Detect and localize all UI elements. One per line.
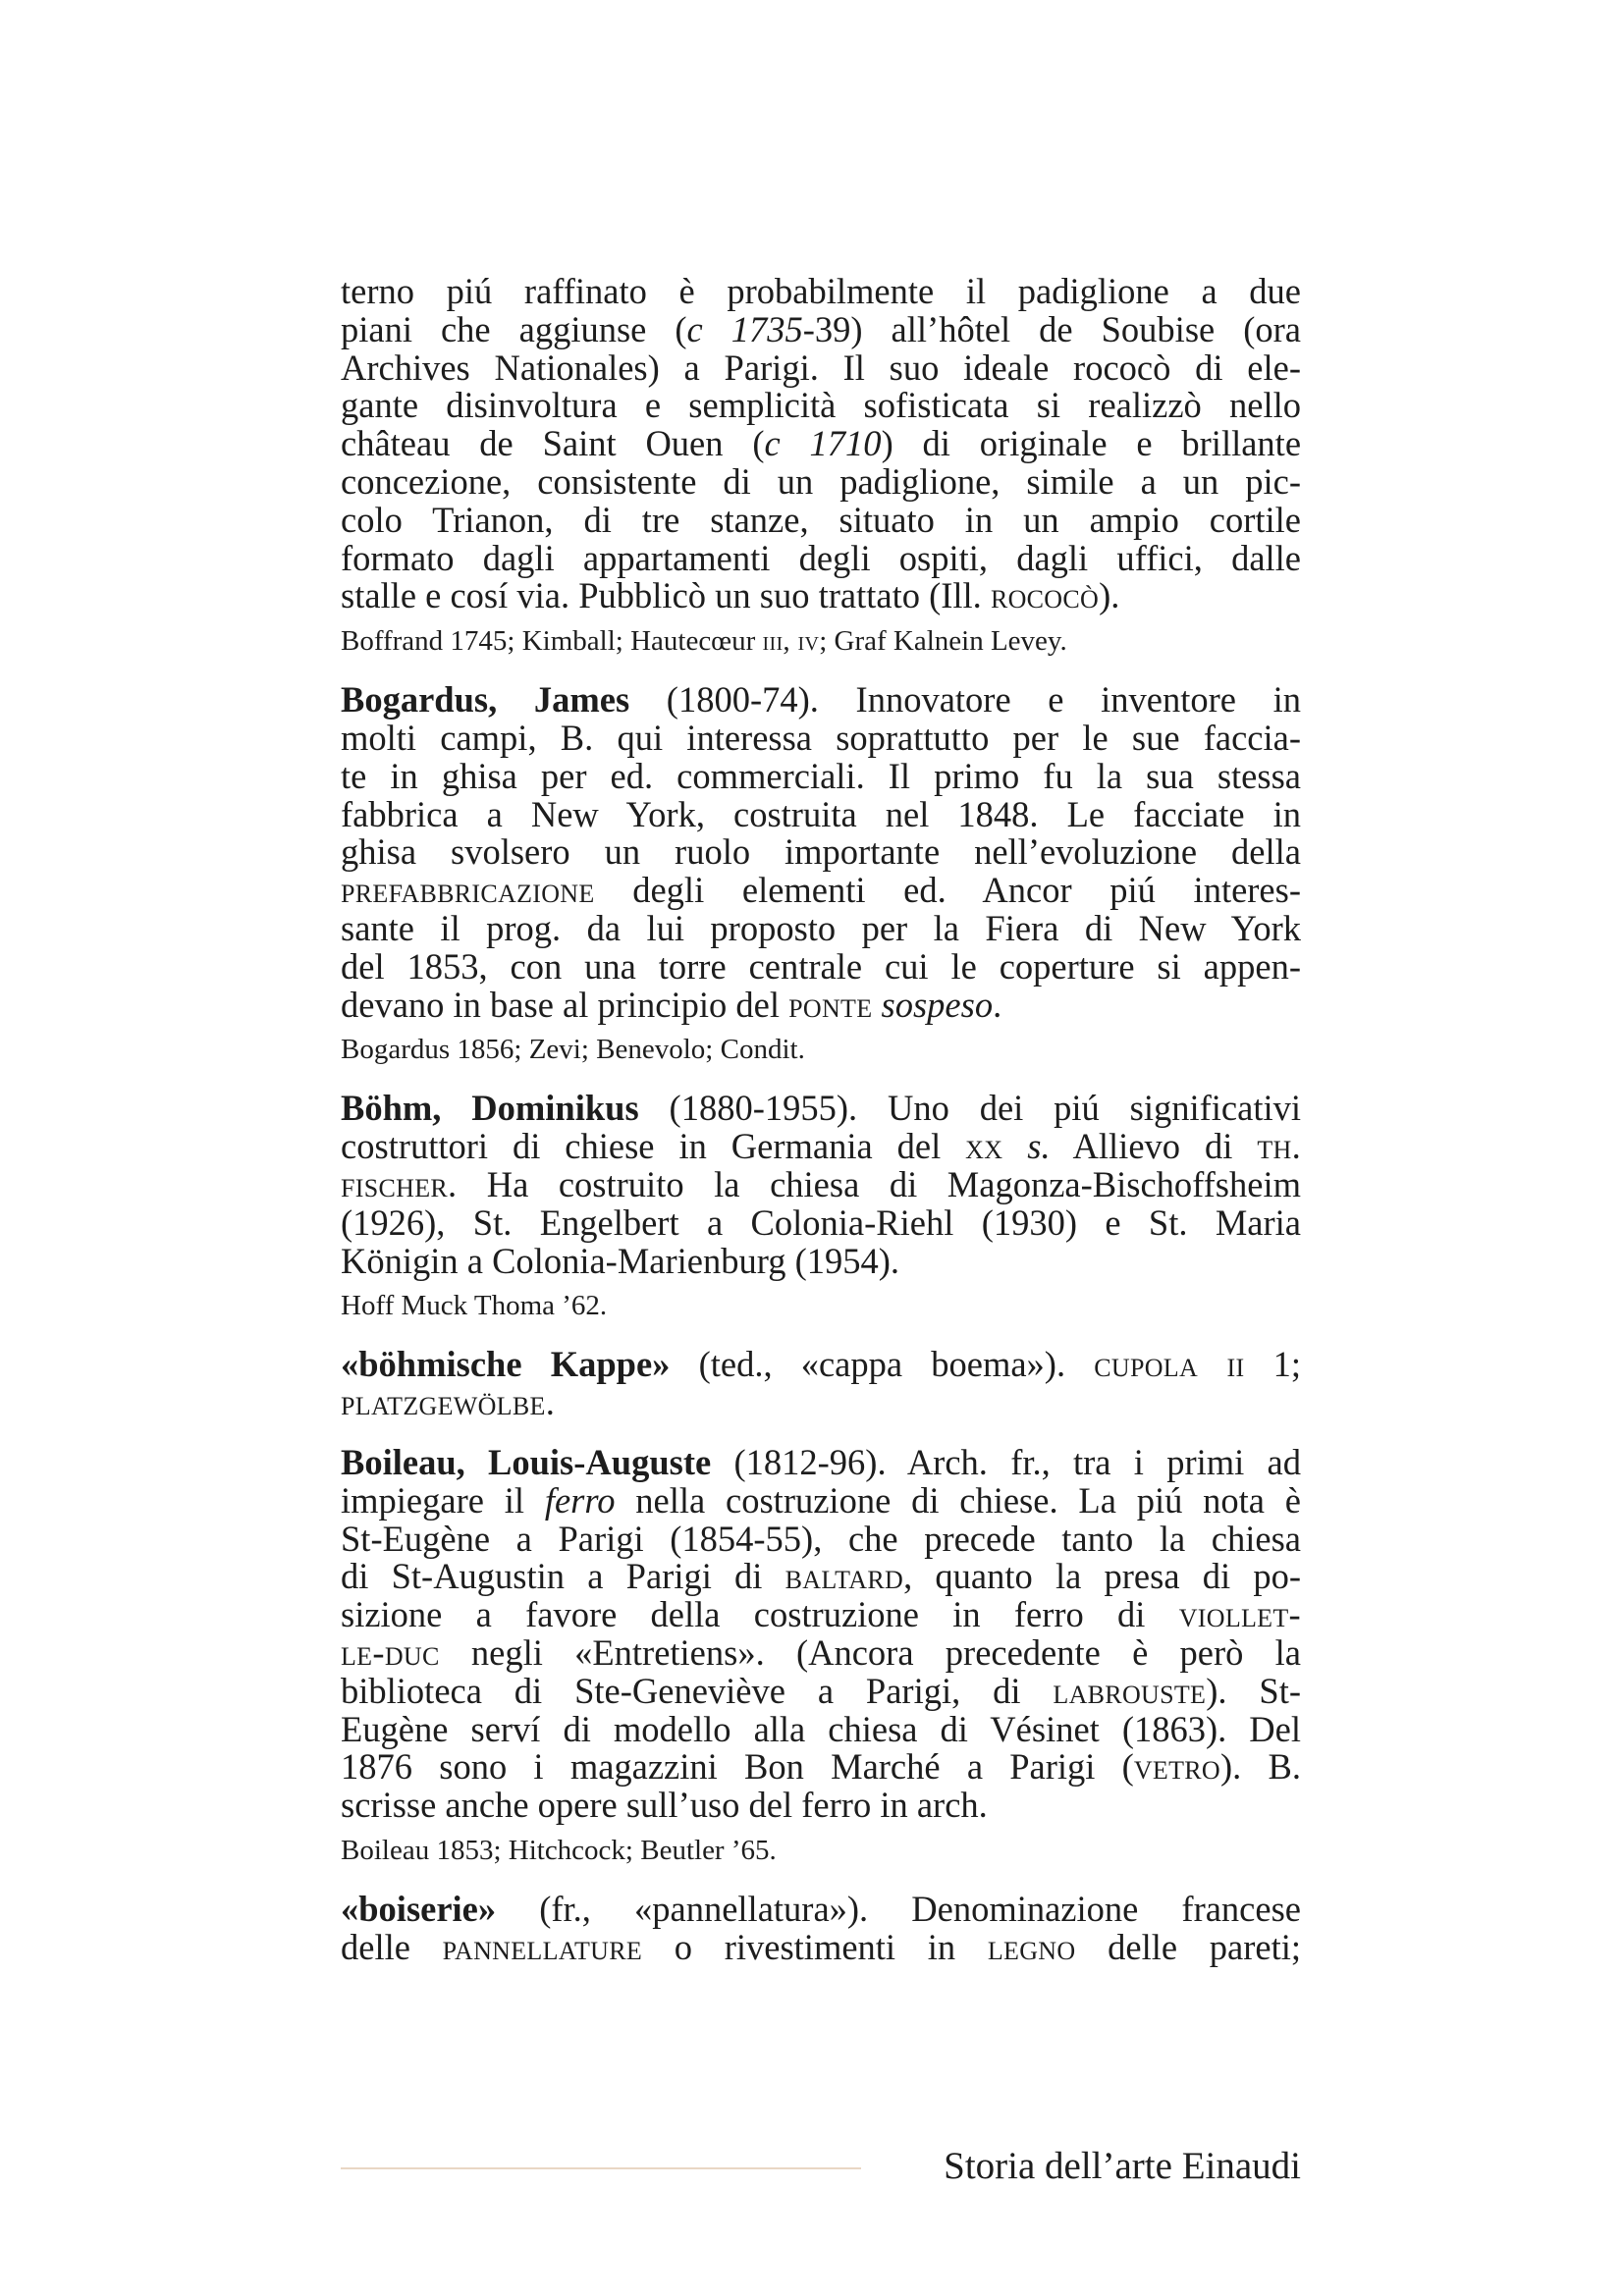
text-line: «böhmische Kappe» (ted., «cappa boema»). cupola ii 1; (341, 1344, 1301, 1385)
bibliography: Hoff Muck Thoma ’62. (341, 1290, 608, 1322)
text-line: scrisse anche opere sull’uso del ferro in arch. (341, 1785, 988, 1826)
footer-publisher: Storia dell’arte Einaudi (944, 2145, 1301, 2187)
text-line: stalle e cosí via. Pubblicò un suo trattato (Ill. rococò). (341, 575, 1120, 616)
text-line: fischer. Ha costruito la chiesa di Magonza-Bischoffsheim (341, 1163, 1301, 1204)
text-line: Königin a Colonia-Marienburg (1954). (341, 1240, 900, 1281)
text-line: del 1853, con una torre centrale cui le coperture si appen- (341, 945, 1301, 987)
text-line: le-duc negli «Entretiens». (Ancora precedente è però la (341, 1631, 1301, 1673)
text-line: Boileau, Louis-Auguste (1812-96). Arch. fr., tra i primi ad (341, 1441, 1301, 1482)
text-line: fabbrica a New York, costruita nel 1848. Le facciate in (341, 793, 1301, 834)
text-line: concezione, consistente di un padiglione, simile a un pic- (341, 460, 1301, 502)
text-line: St-Eugène a Parigi (1854-55), che precede tanto la chiesa (341, 1518, 1301, 1559)
text-line: costruttori di chiese in Germania del xx s. Allievo di th. (341, 1126, 1301, 1167)
text-line: piani che aggiunse (c 1735-39) all’hôtel de Soubise (ora (341, 308, 1301, 349)
text-line: Bogardus, James (1800-74). Innovatore e inventore in (341, 679, 1301, 721)
text-body (341, 273, 1301, 1966)
bibliography: Boffrand 1745; Kimball; Hautecœur iii, iv; Graf Kalnein Levey. (341, 625, 1067, 658)
text-line: ghisa svolsero un ruolo importante nell’evoluzione della (341, 831, 1301, 873)
text-line: gante disinvoltura e semplicità sofisticata si realizzò nello (341, 385, 1301, 426)
text-line: di St-Augustin a Parigi di baltard, quanto la presa di po- (341, 1556, 1301, 1597)
text-line: sante il prog. da lui proposto per la Fiera di New York (341, 907, 1301, 948)
bibliography: Bogardus 1856; Zevi; Benevolo; Condit. (341, 1034, 805, 1066)
text-line: formato dagli appartamenti degli ospiti, dagli uffici, dalle (341, 537, 1301, 578)
text-line: biblioteca di Ste-Geneviève a Parigi, di labrouste). St- (341, 1670, 1301, 1711)
text-line: Böhm, Dominikus (1880-1955). Uno dei piú significativi (341, 1088, 1301, 1129)
text-line: devano in base al principio del ponte sospeso. (341, 984, 1002, 1025)
text-line: delle pannellature o rivestimenti in legno delle pareti; (341, 1926, 1302, 1967)
entry-boileau (341, 1441, 1302, 1826)
entry-bohmische-kappe (341, 1346, 1301, 1422)
text-line: prefabbricazione degli elementi ed. Ancor piú interes- (341, 870, 1301, 911)
text-line: (1926), St. Engelbert a Colonia-Riehl (1930) e St. Maria (341, 1201, 1301, 1243)
text-line: molti campi, B. qui interessa soprattutto per le sue faccia- (341, 717, 1301, 758)
page-footer (341, 2144, 1301, 2189)
text-line: impiegare il ferro nella costruzione di chiese. La piú nota è (341, 1479, 1301, 1521)
bibliography: Boileau 1853; Hitchcock; Beutler ’65. (341, 1834, 777, 1866)
text-line: terno piú raffinato è probabilmente il padiglione a due (341, 271, 1301, 311)
text-line: château de Saint Ouen (c 1710) di originale e brillante (341, 423, 1302, 464)
entry-boffrand-continuation (341, 273, 1301, 615)
entry-bohm (341, 1090, 1301, 1280)
text-line: te in ghisa per ed. commerciali. Il primo fu la sua stessa (341, 755, 1301, 796)
entry-boiserie (341, 1888, 1302, 1967)
text-line: Archives Nationales) a Parigi. Il suo ideale rococò di ele- (341, 347, 1301, 388)
text-line: 1876 sono i magazzini Bon Marché a Parigi (vetro). B. (341, 1746, 1302, 1788)
text-line: platzgewölbe. (341, 1382, 555, 1423)
text-line: «boiserie» (fr., «pannellatura»). Denominazione francese (341, 1888, 1301, 1929)
text-line: colo Trianon, di tre stanze, situato in un ampio cortile (341, 499, 1301, 540)
footer-rule (341, 2167, 861, 2169)
text-line: sizione a favore della costruzione in ferro di viollet- (341, 1594, 1301, 1635)
text-line: Eugène serví di modello alla chiesa di Vésinet (1863). Del (341, 1708, 1301, 1749)
entry-bogardus (341, 681, 1301, 1024)
